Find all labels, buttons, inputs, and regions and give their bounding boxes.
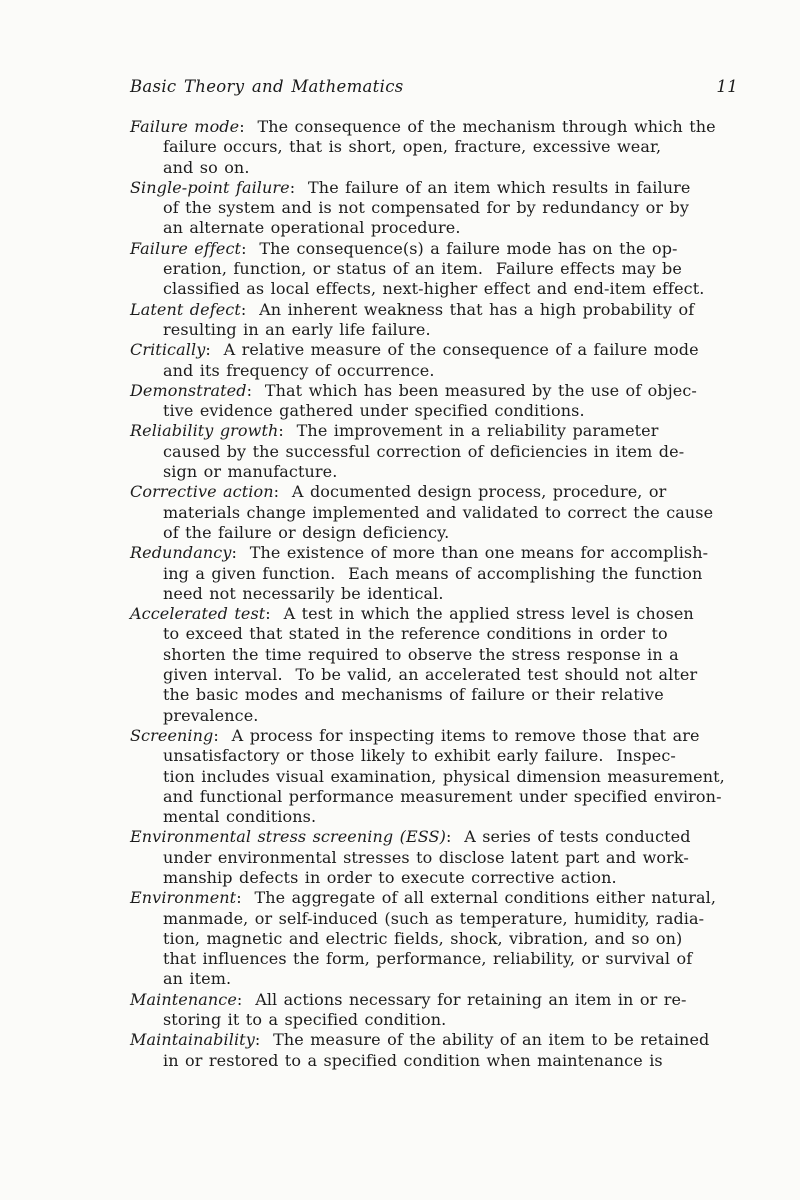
- entry-definition-start: The aggregate of all external conditions either natural,: [254, 888, 717, 908]
- entry-continuation-line: an item.: [163, 969, 232, 989]
- term-separator: :: [254, 1030, 274, 1050]
- running-head-title: Basic Theory and Mathematics: [130, 77, 404, 96]
- entry-continuation-line: sign or manufacture.: [163, 462, 338, 482]
- term-separator: :: [213, 725, 232, 745]
- entry-definition-start: All actions necessary for retaining an item in or re-: [255, 989, 687, 1009]
- entry-definition-start: The failure of an item which results in failure: [308, 177, 691, 197]
- entry-continuation-line: tion includes visual examination, physical dimension measurement,: [163, 766, 725, 786]
- glossary-entry: [130, 604, 738, 726]
- entry-term: Critically: [130, 340, 206, 360]
- entry-term: Screening: [130, 725, 214, 745]
- entry-first-line: [130, 421, 738, 441]
- entry-definition-start: That which has been measured by the use of objec-: [264, 380, 697, 400]
- entry-continuation-line: prevalence.: [163, 705, 259, 725]
- term-separator: :: [236, 888, 255, 908]
- glossary-entry: [130, 543, 738, 604]
- term-separator: :: [265, 604, 284, 624]
- entry-first-line: [130, 1030, 738, 1050]
- entry-first-line: [130, 300, 738, 320]
- entry-term: Environment: [130, 888, 237, 908]
- entry-continuation-line: mental conditions.: [163, 807, 317, 827]
- term-separator: :: [236, 989, 256, 1009]
- entry-first-line: [130, 543, 738, 563]
- entry-continuation-line: resulting in an early life failure.: [163, 319, 431, 339]
- entry-continuation-line: and functional performance measurement under specified environ-: [163, 786, 722, 806]
- entry-continuation-line: an alternate operational procedure.: [163, 218, 461, 238]
- entry-first-line: [130, 990, 738, 1010]
- term-separator: :: [246, 380, 265, 400]
- entry-first-line: [130, 482, 738, 502]
- glossary-entry: [130, 340, 738, 381]
- entry-continuation-line: manship defects in order to execute corrective action.: [163, 867, 617, 887]
- glossary-entry: [130, 239, 738, 300]
- glossary-entry: [130, 300, 738, 341]
- entry-definition-start: The improvement in a reliability parameter: [296, 421, 659, 441]
- entry-continuation-line: storing it to a specified condition.: [163, 1010, 447, 1030]
- entry-continuation-line: materials change implemented and validated to correct the cause: [163, 502, 714, 522]
- entry-definition-start: A documented design process, procedure, or: [291, 482, 667, 502]
- entry-definition-start: An inherent weakness that has a high probability of: [259, 299, 695, 319]
- entry-definition-start: A test in which the applied stress level is chosen: [283, 604, 694, 624]
- entry-continuation-line: the basic modes and mechanisms of failure or their relative: [163, 685, 664, 705]
- entry-continuation-line: eration, function, or status of an item. Failure effects may be: [163, 259, 682, 279]
- entry-term: Failure effect: [130, 238, 242, 258]
- entry-definition-start: A relative measure of the consequence of a failure mode: [223, 340, 699, 360]
- entry-term: Redundancy: [130, 543, 232, 563]
- page-header: [130, 77, 738, 96]
- entry-continuation-line: to exceed that stated in the reference conditions in order to: [163, 624, 668, 644]
- entry-term: Corrective action: [130, 482, 274, 502]
- glossary-entry: [130, 888, 738, 989]
- glossary-entry: [130, 178, 738, 239]
- entry-first-line: [130, 604, 738, 624]
- entry-continuation-line: shorten the time required to observe the stress response in a: [163, 644, 679, 664]
- entry-continuation-line: and its frequency of occurrence.: [163, 360, 435, 380]
- entry-term: Environmental stress screening (ESS): [130, 827, 446, 847]
- entry-continuation-line: tion, magnetic and electric fields, shock, vibration, and so on): [163, 928, 683, 948]
- term-separator: :: [231, 543, 250, 563]
- entry-term: Reliability growth: [130, 421, 279, 441]
- glossary-entry: [130, 482, 738, 543]
- entry-continuation-line: caused by the successful correction of deficiencies in item de-: [163, 441, 685, 461]
- glossary-entry: [130, 827, 738, 888]
- entry-definition-start: The consequence of the mechanism through which the: [257, 117, 716, 136]
- entry-continuation-line: of the system and is not compensated for by redundancy or by: [163, 198, 689, 218]
- entry-definition-start: The measure of the ability of an item to be retained: [273, 1030, 710, 1050]
- entry-continuation-line: tive evidence gathered under specified conditions.: [163, 401, 585, 421]
- entry-first-line: [130, 888, 738, 908]
- entry-first-line: [130, 178, 738, 198]
- entry-term: Maintainability: [130, 1030, 255, 1050]
- glossary-entry: [130, 117, 738, 178]
- glossary-entry: [130, 990, 738, 1031]
- entry-term: Maintenance: [130, 989, 237, 1009]
- entry-first-line: [130, 239, 738, 259]
- entry-term: Accelerated test: [130, 604, 266, 624]
- term-separator: :: [205, 340, 224, 360]
- entry-continuation-line: that influences the form, performance, reliability, or survival of: [163, 949, 693, 969]
- entry-continuation-line: classified as local effects, next-higher effect and end-item effect.: [163, 279, 705, 299]
- entry-continuation-line: given interval. To be valid, an accelerated test should not alter: [163, 665, 698, 685]
- entry-term: Failure mode: [130, 117, 240, 136]
- entry-continuation-line: need not necessarily be identical.: [163, 583, 444, 603]
- entry-first-line: [130, 827, 738, 847]
- entry-first-line: [130, 117, 738, 137]
- entry-term: Latent defect: [130, 299, 241, 319]
- term-separator: :: [278, 421, 297, 441]
- entry-definition-start: The existence of more than one means for accomplish-: [249, 543, 709, 563]
- page-number: 11: [716, 77, 738, 96]
- entry-first-line: [130, 381, 738, 401]
- entry-continuation-line: in or restored to a specified condition when maintenance is: [163, 1050, 663, 1070]
- entry-continuation-line: failure occurs, that is short, open, fracture, excessive wear,: [163, 137, 662, 157]
- entry-continuation-line: manmade, or self-induced (such as temperature, humidity, radia-: [163, 908, 705, 928]
- entry-definition-start: The consequence(s) a failure mode has on the op-: [259, 238, 678, 258]
- term-separator: :: [273, 482, 292, 502]
- term-separator: :: [445, 827, 465, 847]
- entry-continuation-line: unsatisfactory or those likely to exhibit early failure. Inspec-: [163, 746, 676, 766]
- entry-definition-start: A series of tests conducted: [464, 827, 691, 847]
- term-separator: :: [240, 299, 260, 319]
- entry-term: Demonstrated: [130, 380, 247, 400]
- entry-first-line: [130, 340, 738, 360]
- glossary: [130, 117, 738, 1071]
- page-content: [130, 77, 738, 1071]
- term-separator: :: [241, 238, 260, 258]
- entry-continuation-line: of the failure or design deficiency.: [163, 522, 450, 542]
- entry-definition-start: A process for inspecting items to remove those that are: [231, 725, 700, 745]
- glossary-entry: [130, 726, 738, 827]
- glossary-entry: [130, 1030, 738, 1071]
- entry-first-line: [130, 726, 738, 746]
- glossary-entry: [130, 381, 738, 422]
- entry-continuation-line: ing a given function. Each means of accomplishing the function: [163, 563, 703, 583]
- term-separator: :: [239, 117, 258, 136]
- glossary-entry: [130, 421, 738, 482]
- entry-continuation-line: and so on.: [163, 157, 250, 177]
- entry-term: Single-point failure: [130, 177, 290, 197]
- entry-continuation-line: under environmental stresses to disclose latent part and work-: [163, 847, 689, 867]
- term-separator: :: [289, 177, 309, 197]
